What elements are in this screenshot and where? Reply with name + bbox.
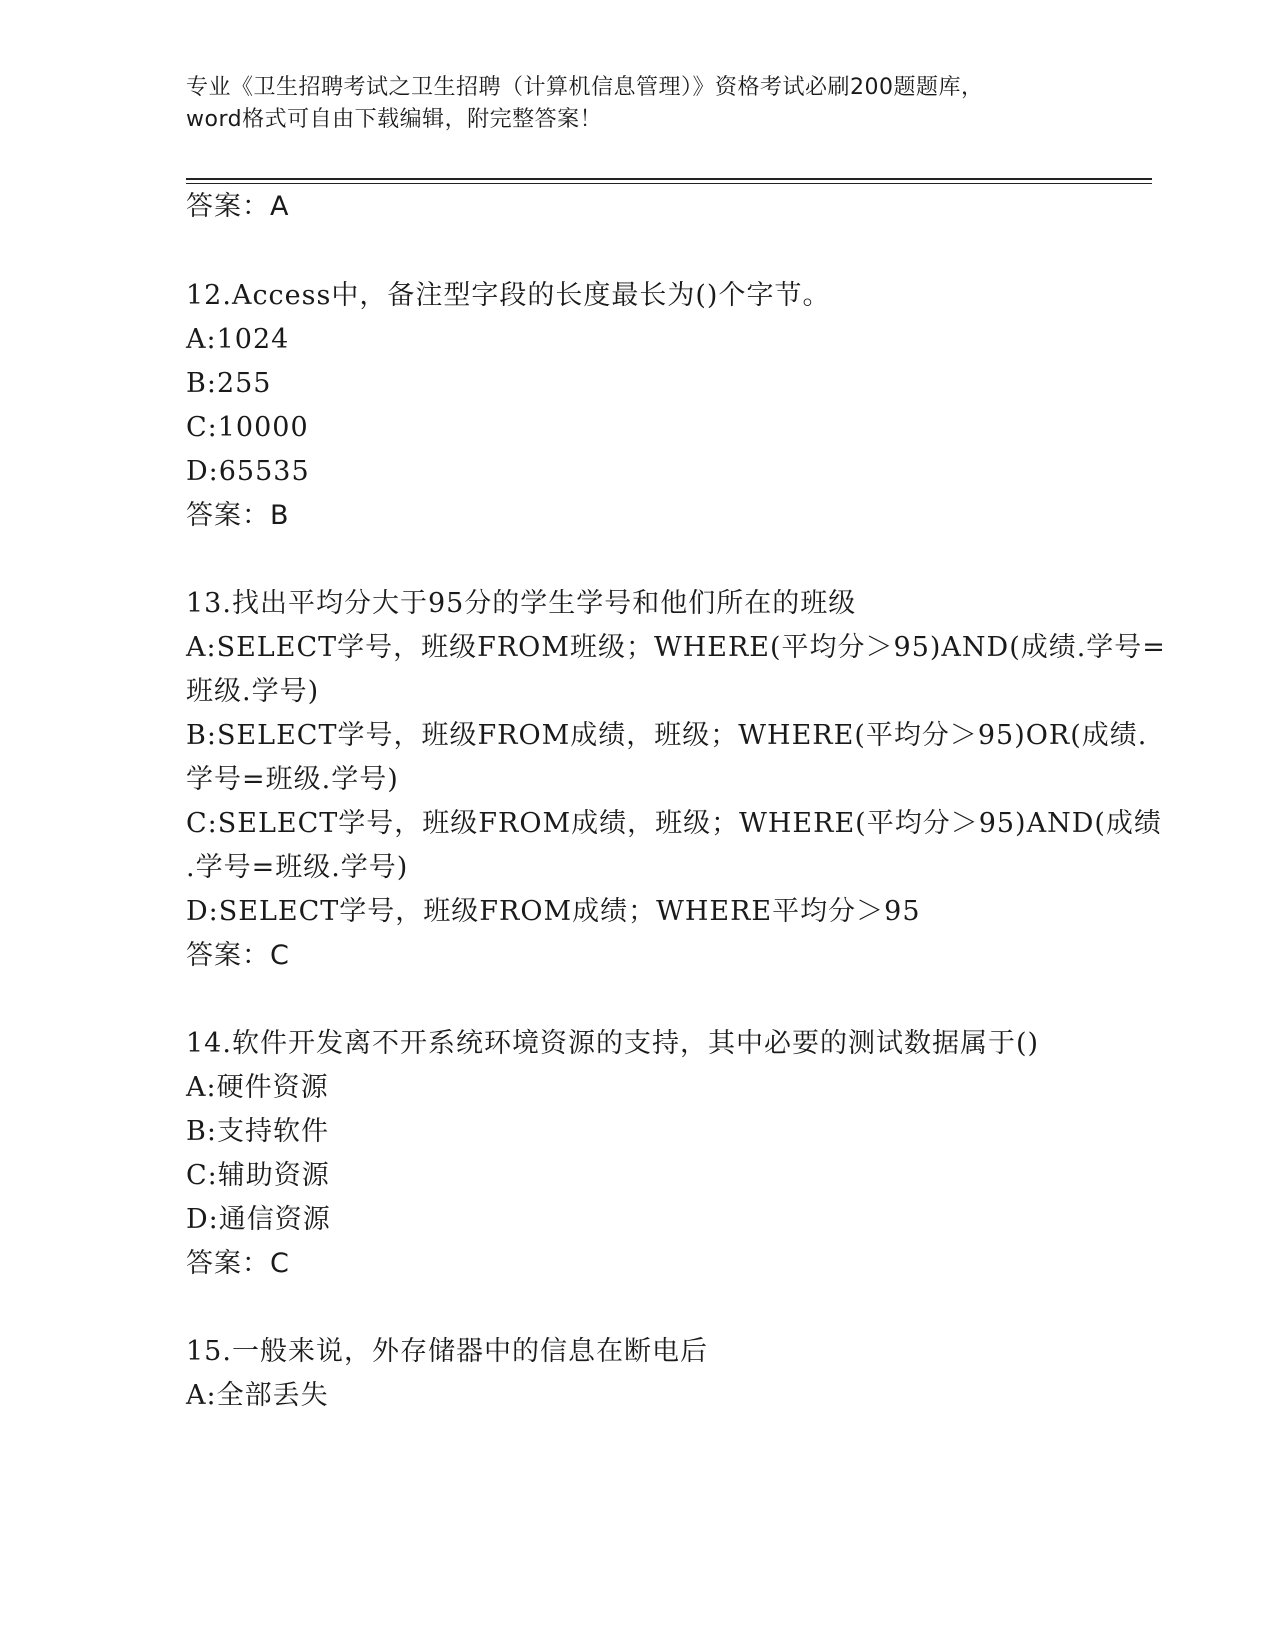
document-header — [186, 72, 1106, 136]
option-d: D:65535 — [186, 456, 310, 487]
header-divider-thin — [186, 183, 1152, 184]
header-divider — [186, 178, 1152, 180]
option-a-continued: 班级.学号) — [186, 676, 320, 707]
question-stem: 13.找出平均分大于95分的学生学号和他们所在的班级 — [186, 588, 857, 619]
question-stem: 14.软件开发离不开系统环境资源的支持，其中必要的测试数据属于() — [186, 1028, 1040, 1059]
option-b: B:支持软件 — [186, 1116, 329, 1147]
option-b: B:SELECT学号，班级FROM成绩，班级；WHERE(平均分＞95)OR(成绩. — [186, 720, 1148, 751]
answer-label: 答案：C — [186, 940, 290, 971]
option-a: A:SELECT学号，班级FROM班级；WHERE(平均分＞95)AND(成绩.学号= — [186, 632, 1166, 663]
option-c: C:辅助资源 — [186, 1160, 330, 1191]
option-a: A:硬件资源 — [186, 1072, 329, 1103]
answer-label: 答案：C — [186, 1248, 290, 1279]
option-b-continued: 学号=班级.学号) — [186, 764, 399, 795]
answer-label: 答案：B — [186, 500, 290, 531]
header-line-1: 专业《卫生招聘考试之卫生招聘（计算机信息管理）》资格考试必刷200题题库， — [186, 75, 984, 100]
option-c-continued: .学号=班级.学号) — [186, 852, 409, 883]
question-stem: 12.Access中，备注型字段的长度最长为()个字节。 — [186, 280, 831, 311]
option-c: C:SELECT学号，班级FROM成绩，班级；WHERE(平均分＞95)AND(成绩 — [186, 808, 1162, 839]
option-a: A:全部丢失 — [186, 1380, 329, 1411]
option-d: D:SELECT学号，班级FROM成绩；WHERE平均分＞95 — [186, 896, 921, 927]
option-b: B:255 — [186, 368, 272, 399]
option-d: D:通信资源 — [186, 1204, 331, 1235]
option-a: A:1024 — [186, 324, 290, 355]
question-stem: 15.一般来说，外存储器中的信息在断电后 — [186, 1336, 708, 1367]
header-line-2: word格式可自由下载编辑，附完整答案！ — [186, 107, 603, 132]
option-c: C:10000 — [186, 412, 309, 443]
answer-label: 答案：A — [186, 191, 290, 222]
